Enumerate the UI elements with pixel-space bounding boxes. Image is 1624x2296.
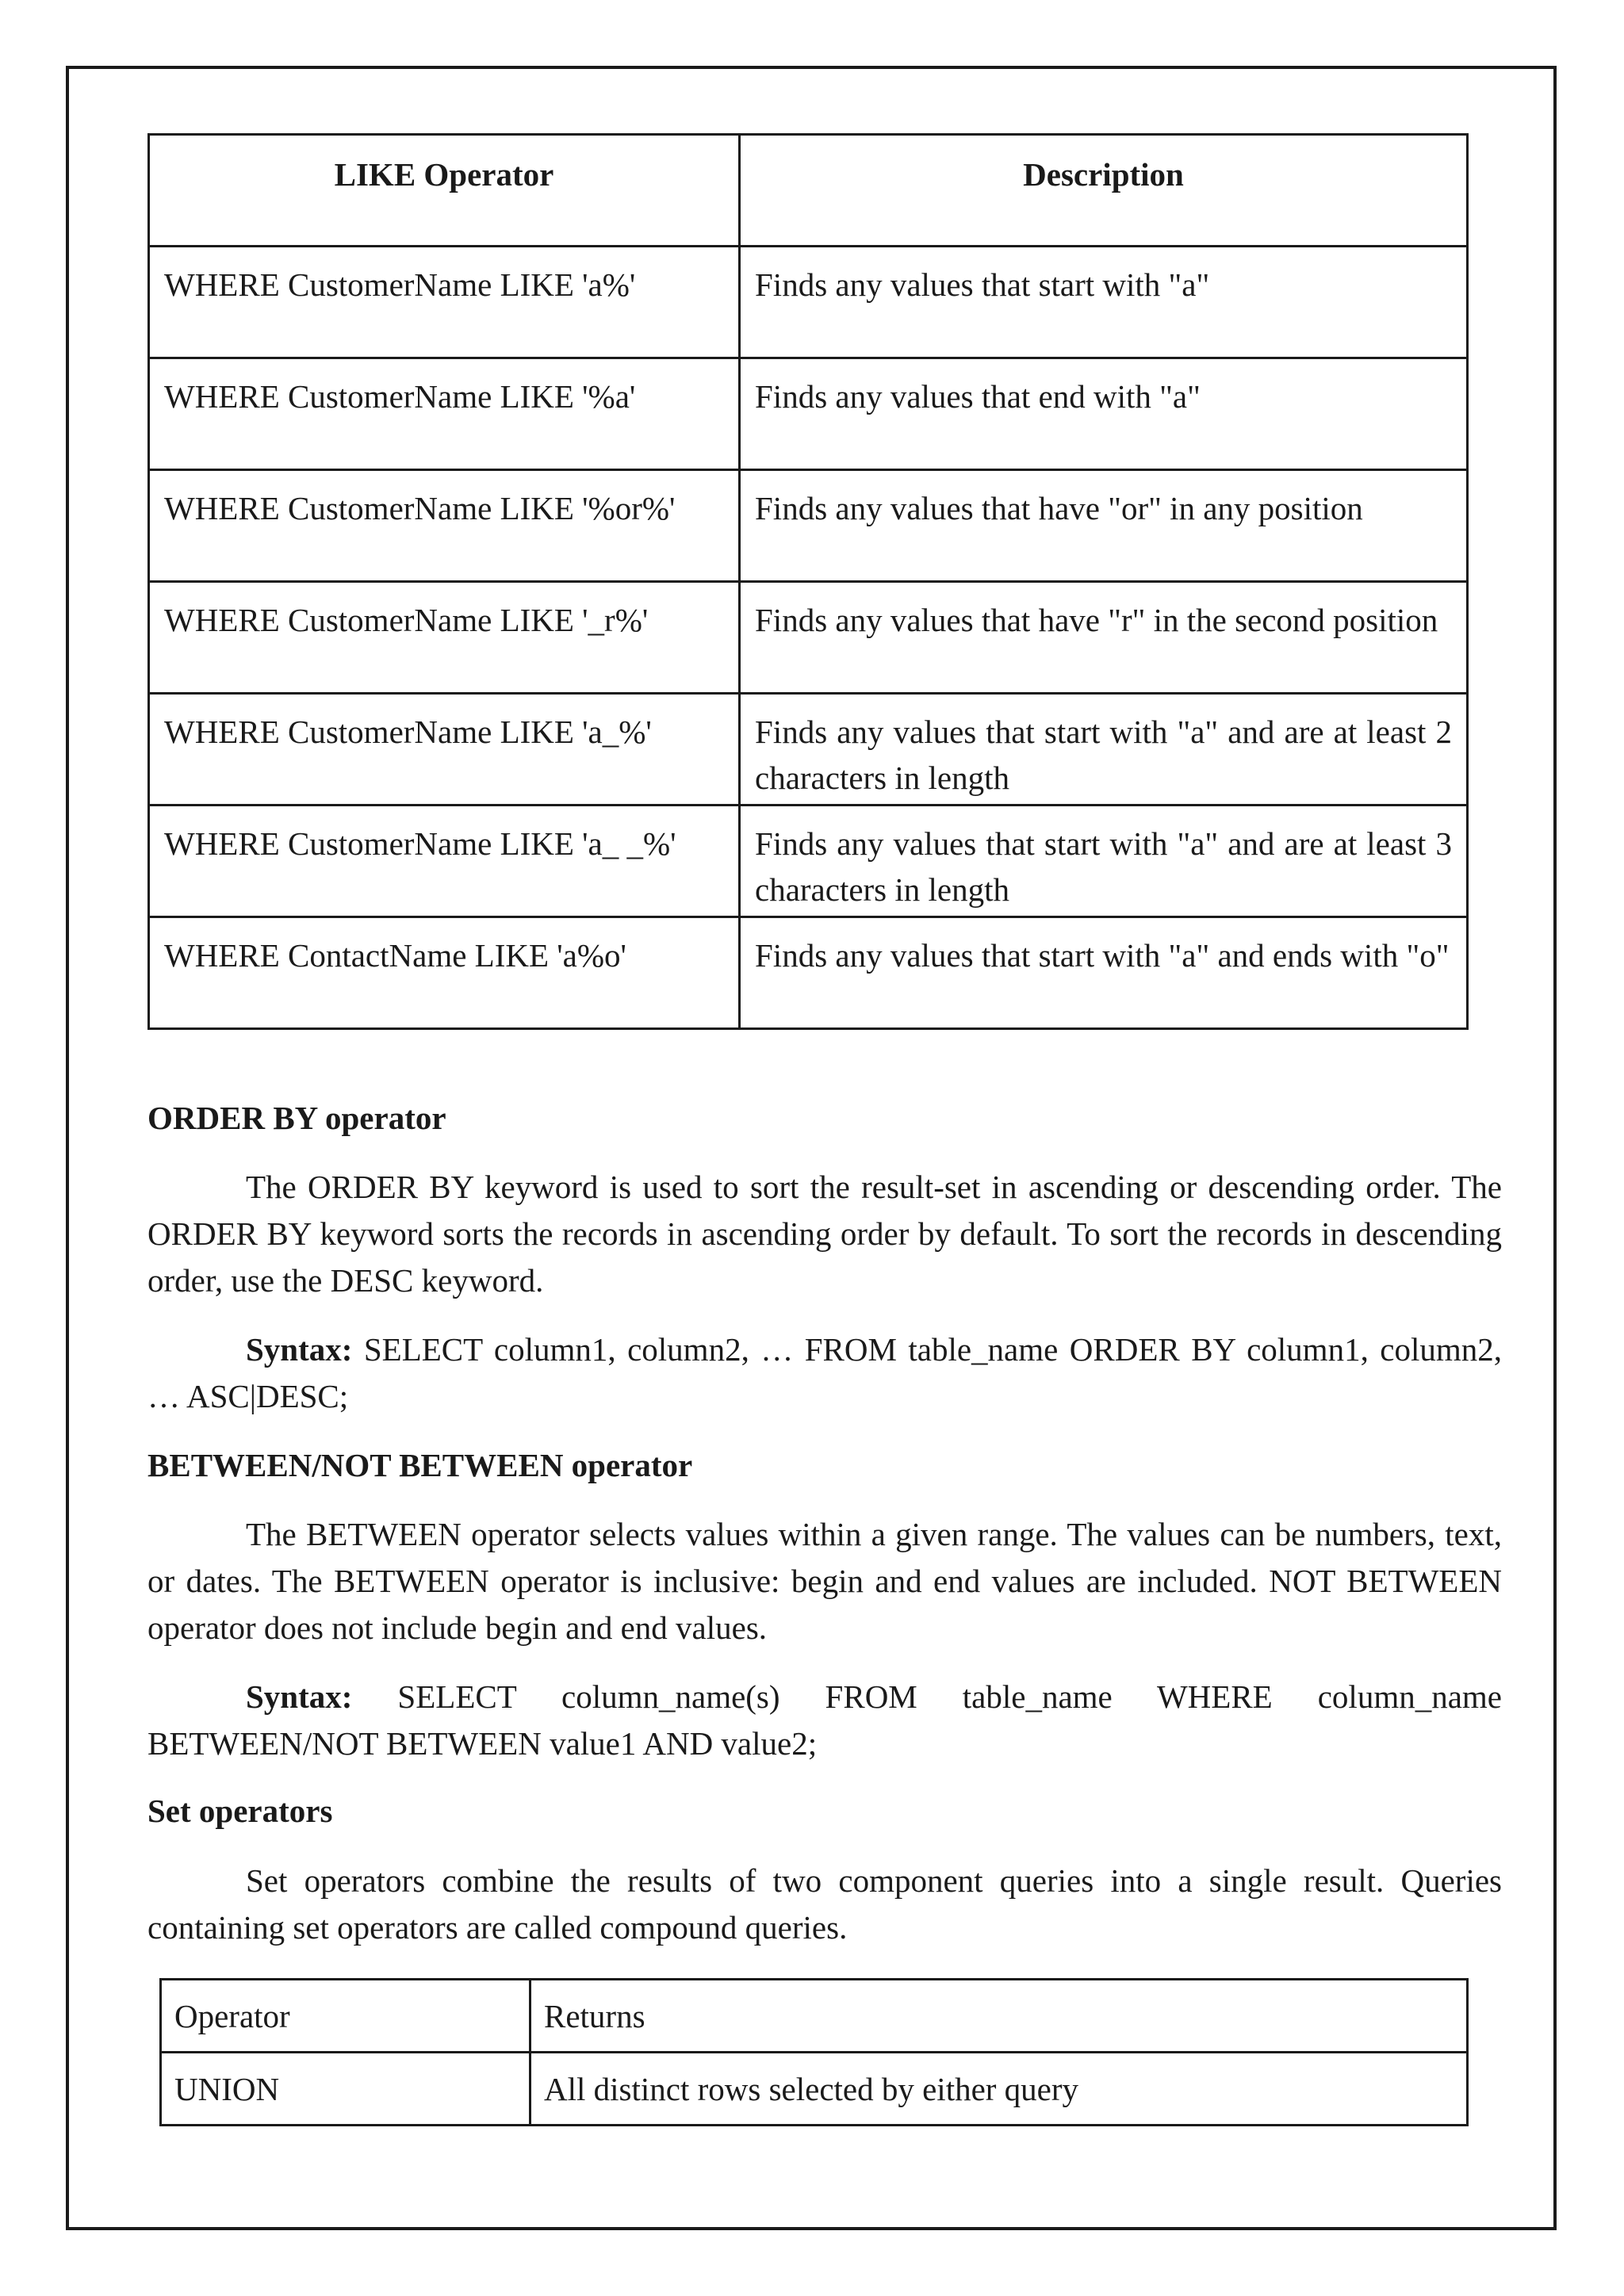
table-row [161, 2053, 1468, 2126]
order-by-paragraph: The ORDER BY keyword is used to sort the result-set in ascending or descending order. The ORDER BY keyword sorts the records in ascending order by default. To sort the records in descending order, use the DESC keyword. [147, 1169, 1502, 1299]
table-row [149, 806, 1468, 917]
order-by-syntax [147, 1326, 1502, 1420]
syntax-label: Syntax: [246, 1678, 353, 1715]
operator-cell: WHERE CustomerName LIKE '_r%' [149, 582, 740, 694]
column-header-returns: Returns [530, 1980, 1468, 2053]
table-row [149, 358, 1468, 470]
column-header-operator: Operator [161, 1980, 530, 2053]
syntax-text: SELECT column1, column2, … FROM table_name ORDER BY column1, column2, … ASC|DESC; [147, 1331, 1502, 1414]
table-row [149, 247, 1468, 358]
table-row [149, 917, 1468, 1029]
returns-cell: All distinct rows selected by either query [530, 2053, 1468, 2126]
between-syntax [147, 1674, 1502, 1767]
operator-cell: WHERE CustomerName LIKE 'a_%' [149, 694, 740, 806]
description-cell: Finds any values that start with "a" [740, 247, 1468, 358]
description-cell: Finds any values that end with "a" [740, 358, 1468, 470]
table-header-row [161, 1980, 1468, 2053]
syntax-label: Syntax: [246, 1331, 353, 1368]
set-operators-table [159, 1978, 1469, 2126]
operator-cell: WHERE CustomerName LIKE '%or%' [149, 470, 740, 582]
operator-cell: UNION [161, 2053, 530, 2126]
operator-cell: WHERE ContactName LIKE 'a%o' [149, 917, 740, 1029]
table-header-row [149, 135, 1468, 247]
description-cell: Finds any values that start with "a" and ends with "o" [740, 917, 1468, 1029]
set-operators-paragraph: Set operators combine the results of two component queries into a single result. Queries containing set operators are called compound queries. [147, 1862, 1502, 1946]
syntax-text: SELECT column_name(s) FROM table_name WHERE column_name BETWEEN/NOT BETWEEN value1 AND value2; [147, 1678, 1502, 1762]
description-cell: Finds any values that start with "a" and are at least 2 characters in length [740, 694, 1468, 806]
table-row [149, 694, 1468, 806]
section-heading-set-operators: Set operators [147, 1793, 333, 1829]
like-operator-table [147, 133, 1469, 1030]
operator-cell: WHERE CustomerName LIKE 'a_ _%' [149, 806, 740, 917]
operator-cell: WHERE CustomerName LIKE '%a' [149, 358, 740, 470]
between-paragraph: The BETWEEN operator selects values within a given range. The values can be numbers, text, or dates. The BETWEEN operator is inclusive: begin and end values are included. NOT BETWEEN operator does not include begin and end values. [147, 1516, 1502, 1646]
table-row [149, 582, 1468, 694]
description-cell: Finds any values that have "or" in any position [740, 470, 1468, 582]
operator-cell: WHERE CustomerName LIKE 'a%' [149, 247, 740, 358]
table-row [149, 470, 1468, 582]
description-cell: Finds any values that have "r" in the second position [740, 582, 1468, 694]
column-header-like-operator: LIKE Operator [149, 135, 740, 247]
column-header-description: Description [740, 135, 1468, 247]
description-cell: Finds any values that start with "a" and are at least 3 characters in length [740, 806, 1468, 917]
section-heading-order-by: ORDER BY operator [147, 1100, 446, 1136]
section-heading-between: BETWEEN/NOT BETWEEN operator [147, 1447, 693, 1483]
